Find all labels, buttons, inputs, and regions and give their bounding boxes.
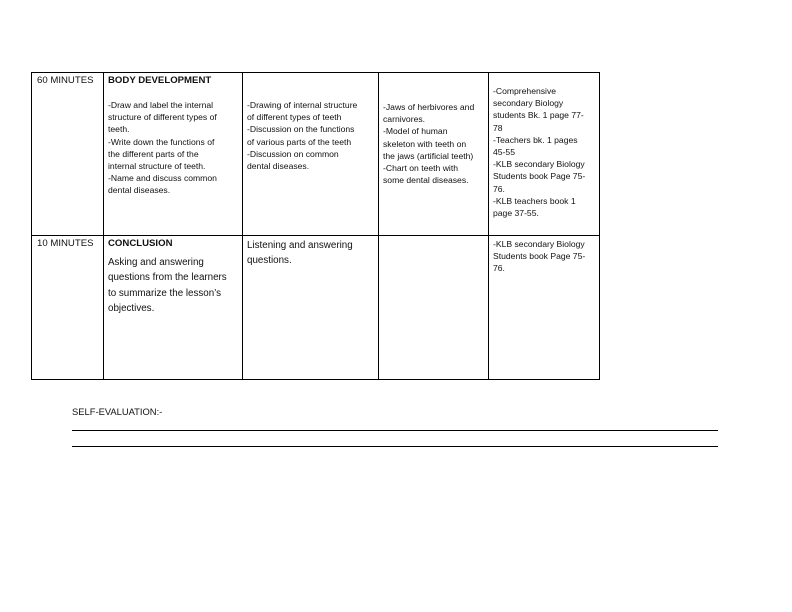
self-evaluation-label: SELF-EVALUATION:- [72,406,163,417]
conclusion-learner-activity: Listening and answering questions. [247,240,353,267]
references-cell [489,236,600,380]
learner-activity-cell [243,236,379,380]
learner-activity-cell [243,73,379,236]
resources-cell [379,73,489,236]
body-development-heading: BODY DEVELOPMENT [108,75,212,86]
time-cell [32,73,104,236]
self-evaluation-line [72,446,718,447]
conclusion-heading: CONCLUSION [108,238,173,249]
body-development-row [32,73,600,236]
conclusion-time: 10 MINUTES [37,238,94,249]
conclusion-row [32,236,600,380]
conclusion-references: -KLB secondary Biology Students book Page 75- 76. [493,239,586,274]
teacher-activity-cell [104,236,243,380]
time-cell [32,236,104,380]
lesson-plan-table [31,72,600,380]
teacher-activity-cell [104,73,243,236]
self-evaluation-line [72,430,718,431]
body-development-time: 60 MINUTES [37,75,94,86]
body-development-references: -Comprehensive secondary Biology students Bk. 1 page 77- 78 -Teachers bk. 1 pages 45-55 -KLB secondary Biology Students book Page 75- 76. -KLB teachers book 1 page 37-55. [493,86,586,219]
body-development-resources: -Jaws of herbivores and carnivores. -Model of human skeleton with teeth on the jaws (artificial teeth) -Chart on teeth with some dental diseases. [383,102,475,186]
resources-cell [379,236,489,380]
conclusion-teacher-activity: Asking and answering questions from the learners to summarize the lesson’s objectives. [108,257,227,315]
references-cell [489,73,600,236]
body-development-learner-activity: -Drawing of internal structure of different types of teeth -Discussion on the functions of various parts of the teeth -Discussion on common dental diseases. [247,100,358,172]
body-development-teacher-activity: -Draw and label the internal structure of different types of teeth. -Write down the functions of the different parts of the internal structure of teeth. -Name and discuss common dental diseases. [108,100,217,196]
